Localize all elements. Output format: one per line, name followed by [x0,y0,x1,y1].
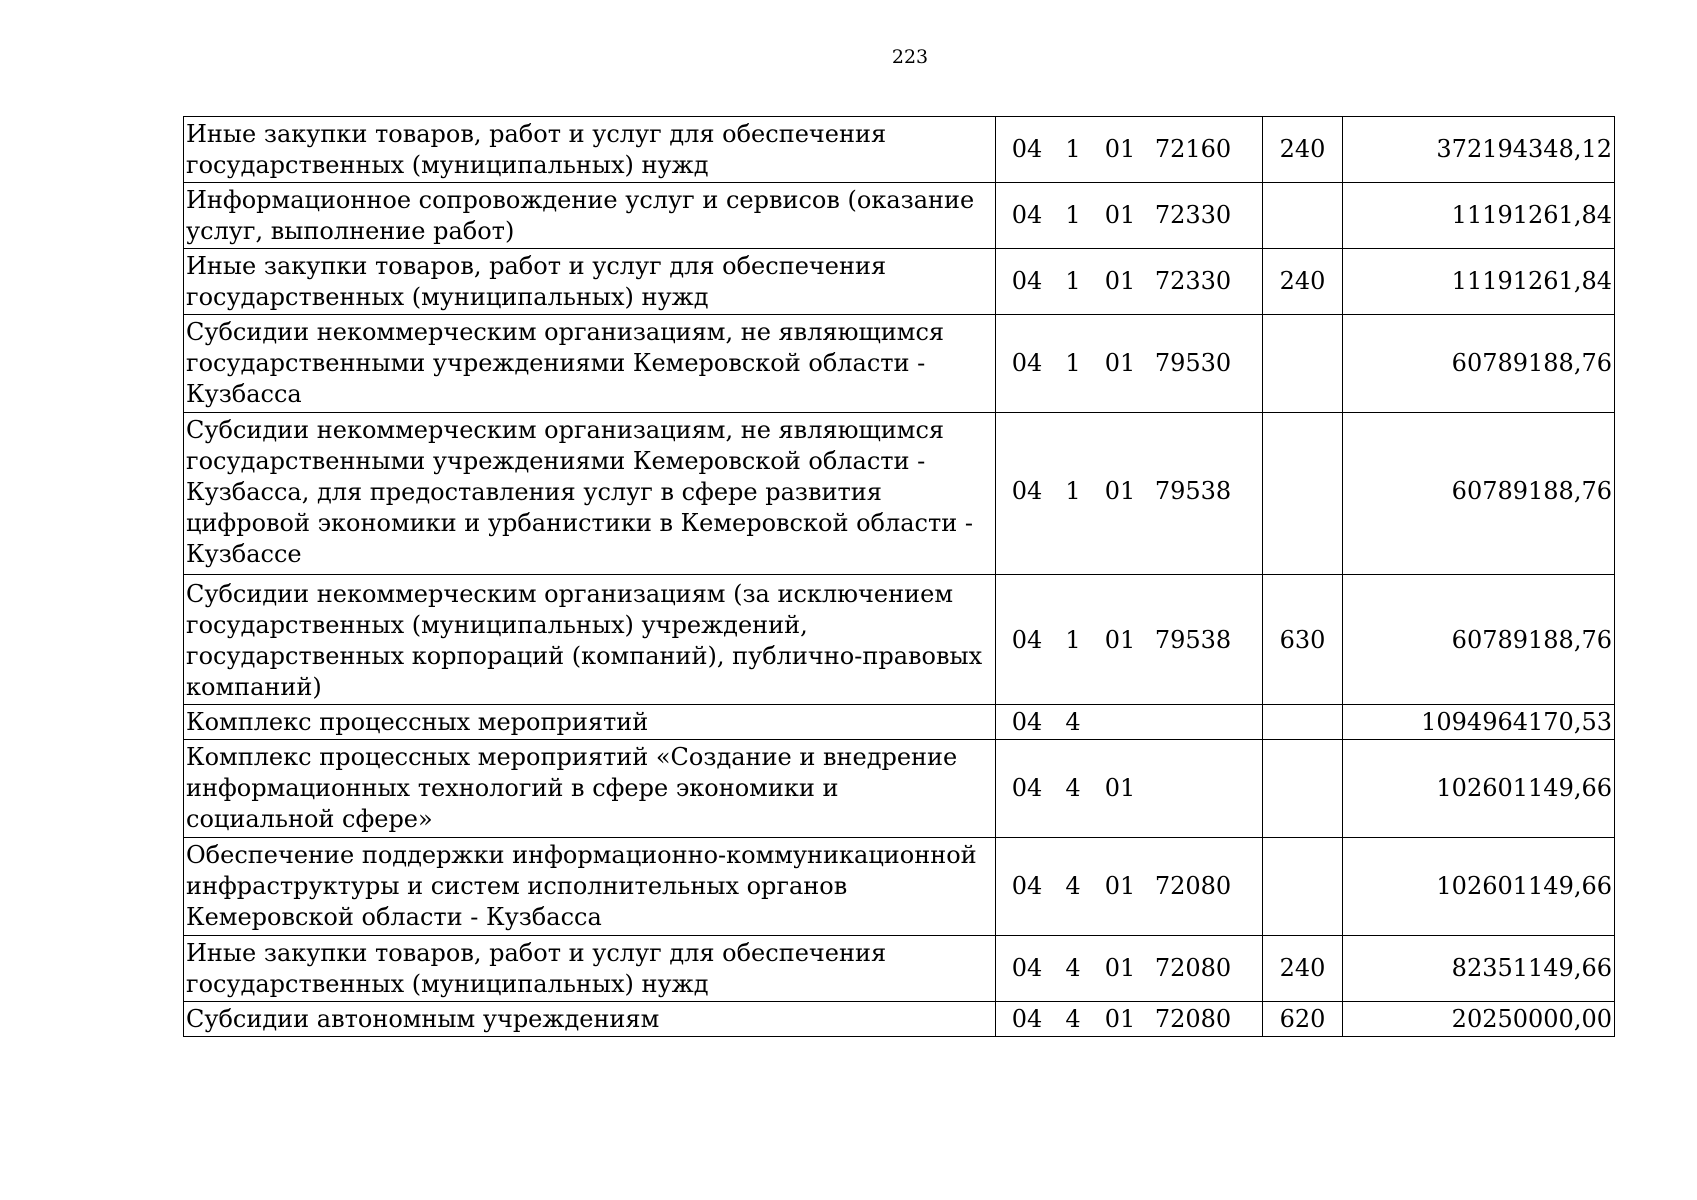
row-expense-type: 630 [1263,575,1343,705]
code-direction: 79538 [1154,477,1232,505]
row-amount: 1094964170,53 [1343,705,1615,740]
code-direction: 72080 [1154,954,1232,982]
code-subsection: 1 [1065,477,1081,505]
row-name: Комплекс процессных мероприятий [184,705,996,740]
row-amount: 372194348,12 [1343,117,1615,183]
code-section: 04 [1011,349,1043,377]
row-code [996,315,1263,413]
row-code [996,740,1263,838]
code-group: 01 [1104,774,1136,802]
row-code [996,249,1263,315]
table-row [184,249,1615,315]
code-direction: 72160 [1154,135,1232,163]
row-expense-type: 620 [1263,1002,1343,1037]
row-name: Комплекс процессных мероприятий «Создание и внедрение информационных технологий в сфере экономики и социальной сфере» [184,740,996,838]
row-expense-type [1263,838,1343,936]
row-expense-type: 240 [1263,249,1343,315]
code-section: 04 [1011,477,1043,505]
code-section: 04 [1011,626,1043,654]
code-group: 01 [1104,1004,1136,1033]
row-name: Субсидии некоммерческим организациям, не являющимся государственными учреждениями Кемеровской области - Кузбасса, для предоставления услуг в сфере развития цифровой экономики и урбанистики в Кемеровской области - Кузбассе [184,413,996,575]
code-subsection: 4 [1065,774,1081,802]
code-subsection: 1 [1065,267,1081,295]
code-direction: 79538 [1154,626,1232,654]
row-amount: 60789188,76 [1343,315,1615,413]
row-code [996,936,1263,1002]
row-code [996,413,1263,575]
table-row [184,740,1615,838]
code-subsection: 4 [1065,1004,1081,1033]
row-expense-type [1263,413,1343,575]
code-section: 04 [1011,707,1043,736]
row-name: Субсидии некоммерческим организациям (за исключением государственных (муниципальных) учреждений, государственных корпораций (компаний), публично-правовых компаний) [184,575,996,705]
code-section: 04 [1011,872,1043,900]
code-direction: 72330 [1154,201,1232,229]
table-row [184,838,1615,936]
table-row [184,705,1615,740]
code-group: 01 [1104,954,1136,982]
page-number: 223 [891,46,929,68]
row-amount: 102601149,66 [1343,740,1615,838]
code-section: 04 [1011,267,1043,295]
code-section: 04 [1011,1004,1043,1033]
row-expense-type [1263,183,1343,249]
row-code [996,575,1263,705]
code-section: 04 [1011,135,1043,163]
row-name: Субсидии некоммерческим организациям, не являющимся государственными учреждениями Кемеровской области - Кузбасса [184,315,996,413]
row-expense-type: 240 [1263,936,1343,1002]
code-subsection: 4 [1065,707,1081,736]
code-subsection: 4 [1065,954,1081,982]
code-group: 01 [1104,349,1136,377]
code-direction: 72080 [1154,872,1232,900]
code-direction: 72080 [1154,1004,1232,1033]
row-expense-type: 240 [1263,117,1343,183]
code-group: 01 [1104,477,1136,505]
row-code [996,838,1263,936]
table-row [184,1002,1615,1037]
row-code [996,705,1263,740]
row-name: Иные закупки товаров, работ и услуг для обеспечения государственных (муниципальных) нужд [184,936,996,1002]
code-section: 04 [1011,774,1043,802]
row-name: Субсидии автономным учреждениям [184,1002,996,1037]
code-group: 01 [1104,267,1136,295]
row-code [996,117,1263,183]
row-name: Иные закупки товаров, работ и услуг для обеспечения государственных (муниципальных) нужд [184,117,996,183]
row-amount: 102601149,66 [1343,838,1615,936]
row-expense-type [1263,315,1343,413]
row-name: Информационное сопровождение услуг и сервисов (оказание услуг, выполнение работ) [184,183,996,249]
code-subsection: 4 [1065,872,1081,900]
row-amount: 60789188,76 [1343,413,1615,575]
code-subsection: 1 [1065,201,1081,229]
row-amount: 11191261,84 [1343,183,1615,249]
code-subsection: 1 [1065,626,1081,654]
table-row [184,315,1615,413]
code-group: 01 [1104,201,1136,229]
table-row [184,117,1615,183]
code-subsection: 1 [1065,135,1081,163]
table-row [184,413,1615,575]
row-amount: 82351149,66 [1343,936,1615,1002]
code-section: 04 [1011,954,1043,982]
code-group: 01 [1104,872,1136,900]
row-expense-type [1263,705,1343,740]
table-row [184,575,1615,705]
table-row [184,936,1615,1002]
code-group: 01 [1104,135,1136,163]
code-section: 04 [1011,201,1043,229]
row-code [996,183,1263,249]
row-amount: 60789188,76 [1343,575,1615,705]
row-amount: 11191261,84 [1343,249,1615,315]
row-name: Обеспечение поддержки информационно-коммуникационной инфраструктуры и систем исполнительных органов Кемеровской области - Кузбасса [184,838,996,936]
row-expense-type [1263,740,1343,838]
table-row [184,183,1615,249]
code-subsection: 1 [1065,349,1081,377]
row-code [996,1002,1263,1037]
code-group: 01 [1104,626,1136,654]
row-amount: 20250000,00 [1343,1002,1615,1037]
row-name: Иные закупки товаров, работ и услуг для обеспечения государственных (муниципальных) нужд [184,249,996,315]
code-direction: 72330 [1154,267,1232,295]
code-direction: 79530 [1154,349,1232,377]
budget-table [183,116,1615,1037]
